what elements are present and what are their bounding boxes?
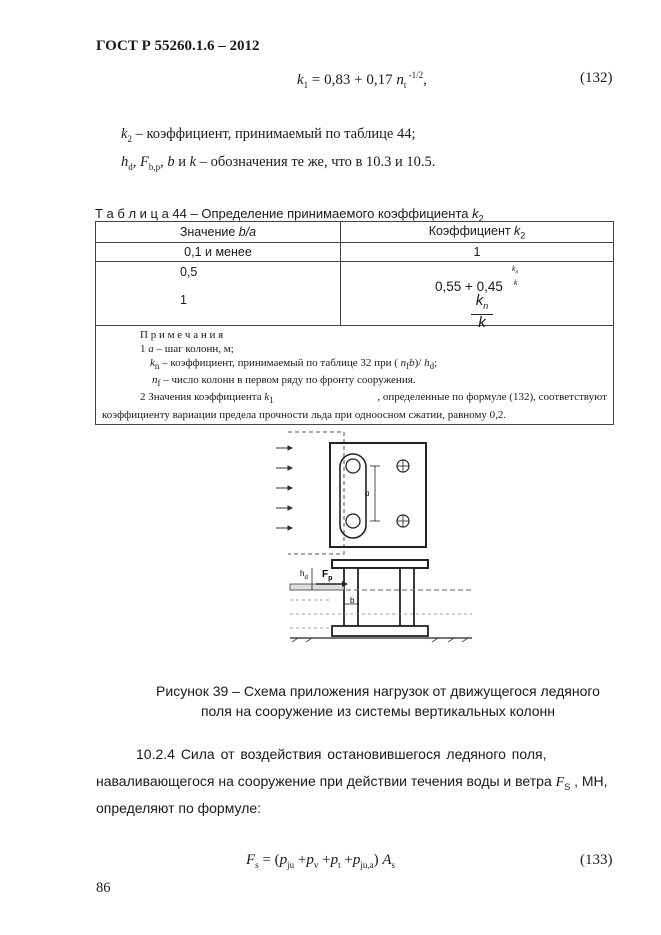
table-header-row — [96, 222, 614, 243]
eq-text: = ( — [258, 852, 280, 868]
definition-others — [121, 154, 435, 172]
symbol: k — [150, 357, 155, 369]
subscript: f — [157, 378, 161, 389]
equation-133 — [246, 852, 395, 870]
subscript: b,p — [148, 161, 161, 172]
subscript: d — [429, 361, 435, 372]
figure-caption-line1: Рисунок 39 – Схема приложения нагрузок от движущегося ледяного — [156, 683, 600, 699]
paragraph-10-2-4-line2 — [96, 773, 608, 792]
eq-subscript: ju,a — [360, 860, 374, 870]
force-fp-label: $F_p$ — [322, 569, 333, 582]
eq-symbol: p — [279, 852, 288, 868]
para-text: , МН, — [570, 773, 608, 789]
table-44 — [95, 221, 614, 425]
eq-superscript: -1/2 — [406, 70, 424, 80]
note-text: ; — [434, 357, 438, 369]
note-text: – шаг колонн, м; — [153, 343, 234, 355]
note-text: 1 — [140, 343, 149, 355]
caption-text: Т а б л и ц а 44 – Определение принимаемого коэффициента — [95, 206, 473, 221]
header-text: Коэффициент — [428, 223, 515, 238]
formula-base: 0,55 + 0,45 — [435, 279, 503, 294]
symbol: k — [121, 126, 128, 142]
eq-subscript: s — [255, 860, 259, 870]
deck — [332, 560, 428, 568]
subscript: 1 — [269, 395, 274, 406]
column-plan — [346, 459, 360, 473]
eq-text: , — [423, 72, 427, 88]
note-text: – коэффициент, принимаемый по таблице 32 при ( — [159, 357, 401, 369]
symbol: a — [148, 343, 154, 355]
equation-number-132: (132) — [580, 70, 613, 86]
equation-132 — [297, 70, 427, 90]
subscript: S — [564, 781, 571, 792]
cell-value-bottom: 1 — [180, 293, 187, 307]
symbol: k — [264, 391, 270, 404]
header-symbol: k — [514, 223, 521, 238]
cell-formula — [341, 262, 614, 331]
note-1a — [102, 342, 607, 356]
cell-value-top: 0,5 — [180, 265, 198, 279]
subscript: 2 — [127, 133, 132, 144]
eq-subscript: v — [313, 860, 319, 870]
dimension-a-label: a — [365, 488, 370, 498]
eq-symbol: F — [246, 852, 256, 868]
header-text: Значение — [179, 225, 239, 239]
eq-text: + — [340, 852, 353, 868]
notes-title: П р и м е ч а н и я — [140, 329, 224, 341]
fraction-denominator: k — [478, 314, 486, 331]
subscript: f — [406, 361, 410, 372]
symbol: , F — [132, 154, 149, 170]
note-text: 2 Значения коэффициента — [140, 391, 265, 404]
document-code: ГОСТ Р 55260.1.6 – 2012 — [96, 38, 260, 54]
formula-exponent-top — [512, 266, 518, 275]
cell-value-range — [96, 262, 341, 326]
equation-number-133: (133) — [580, 852, 613, 868]
eq-symbol: p — [306, 852, 314, 868]
definition-text: – обозначения те же, что в 10.3 и 10.5. — [196, 154, 436, 170]
ice-field-outline — [288, 432, 344, 554]
header-symbol: b/a — [238, 225, 257, 239]
notes-cell — [96, 326, 614, 425]
ice-plate — [290, 584, 344, 590]
note-1-nf — [102, 373, 607, 390]
note-2-line1 — [102, 390, 607, 407]
eq-subscript: 1 — [303, 80, 309, 90]
symbol: k — [512, 266, 516, 273]
symbol: h — [121, 154, 129, 170]
eq-text: + — [318, 852, 331, 868]
table-notes-row — [96, 326, 614, 425]
table-row — [96, 243, 614, 262]
eq-symbol: n — [396, 72, 404, 88]
formula-exponent-bottom: k — [514, 280, 518, 287]
para-text: наваливающегося на сооружение при действии течения воды и ветра — [96, 773, 556, 789]
note-2-line2: коэффициенту вариации предела прочности льда при одноосном сжатии, равному 0,2. — [102, 408, 507, 421]
load-arrows — [276, 446, 292, 530]
definition-k2 — [121, 126, 415, 144]
paragraph-10-2-4-line3: определяют по формуле: — [96, 800, 262, 816]
symbol: k — [189, 154, 197, 170]
paragraph-10-2-4-line1: 10.2.4 Сила от воздействия остановившегося ледяного поля, — [136, 746, 547, 762]
cell-coefficient: 1 — [341, 243, 614, 262]
formula-fraction — [471, 293, 493, 330]
subscript: n — [154, 361, 160, 372]
eq-text: + — [294, 852, 307, 868]
eq-symbol: p — [330, 852, 339, 868]
table-row — [96, 262, 614, 326]
subscript: n — [483, 301, 489, 311]
fraction-numerator — [471, 293, 493, 315]
symbol: F — [555, 775, 565, 790]
foundation — [332, 626, 428, 636]
definition-text: – коэффициент, принимаемый по таблице 44; — [131, 126, 416, 142]
header-cell-coefficient — [341, 222, 614, 243]
definition-text: и — [174, 154, 190, 170]
symbol: n — [152, 374, 158, 387]
header-cell-value — [96, 222, 341, 243]
subscript: d — [128, 161, 133, 172]
dimension-hd-label: $h_d$ — [300, 569, 308, 581]
header-subscript: 2 — [520, 230, 526, 241]
subscript: n — [515, 269, 519, 276]
symbol: h — [424, 357, 430, 369]
note-text — [140, 390, 274, 407]
eq-text: = 0,83 + 0,17 — [308, 72, 397, 88]
subscript: 2 — [478, 213, 484, 224]
note-text: – число колонн в первом ряду по фронту сооружения. — [160, 374, 416, 387]
definition-text: , — [160, 154, 168, 170]
figure-caption-line2: поля на сооружение из системы вертикальных колонн — [200, 703, 556, 719]
column-plan — [346, 514, 360, 528]
eq-subscript: s — [391, 860, 396, 870]
symbol: k — [475, 292, 484, 309]
eq-subscript: ju — [287, 860, 295, 870]
eq-text: ) — [373, 852, 383, 868]
cell-value: 0,1 и менее — [96, 243, 341, 262]
column-elevation — [400, 568, 414, 626]
symbol: b — [167, 154, 175, 170]
eq-symbol: k — [297, 72, 304, 88]
page-number: 86 — [96, 880, 111, 896]
eq-symbol: p — [352, 852, 361, 868]
symbol: k — [472, 206, 479, 221]
note-text: )/ — [414, 357, 425, 369]
note-1-kn — [102, 356, 607, 373]
figure-39-diagram — [272, 428, 472, 654]
note-text: , определенные по формуле (132), соответствуют — [377, 391, 607, 404]
dimension-b-label: b — [350, 596, 355, 605]
eq-symbol: A — [382, 852, 392, 868]
symbol: n — [400, 357, 407, 369]
symbol: b — [409, 357, 415, 369]
eq-subscript: t — [403, 80, 407, 90]
eq-subscript: t — [338, 860, 341, 870]
